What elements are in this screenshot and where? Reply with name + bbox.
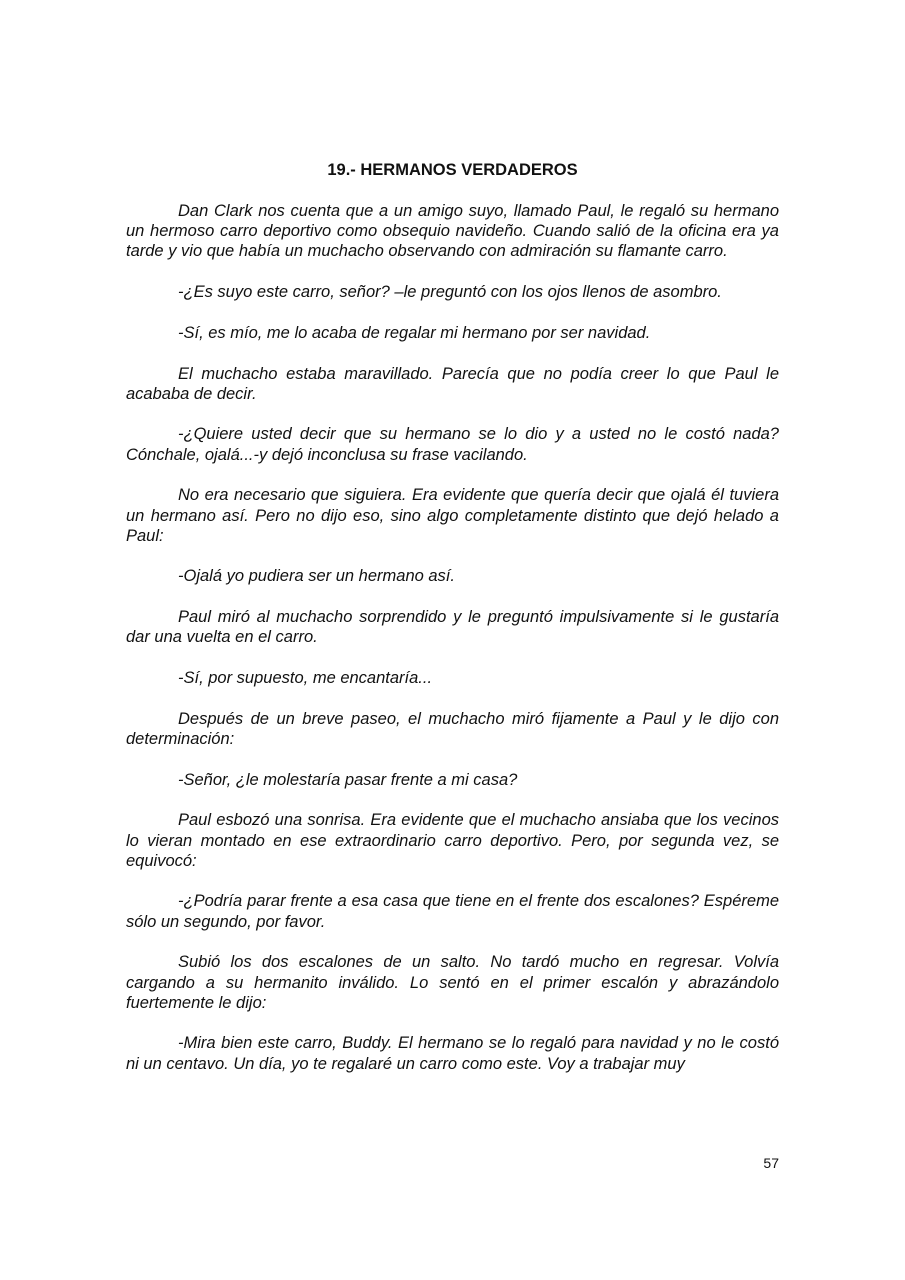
paragraph-14: Subió los dos escalones de un salto. No tardó mucho en regresar. Volvía cargando a su hermanito inválido. Lo sentó en el primer escalón y abrazándolo fuertemente le dijo:	[126, 953, 779, 1012]
paragraph-2: -¿Es suyo este carro, señor? –le preguntó con los ojos llenos de asombro.	[178, 283, 722, 302]
paragraph-8: Paul miró al muchacho sorprendido y le preguntó impulsivamente si le gustaría dar una vuelta en el carro.	[126, 608, 779, 647]
paragraph-4: El muchacho estaba maravillado. Parecía que no podía creer lo que Paul le acababa de decir.	[126, 364, 779, 403]
paragraph-7: -Ojalá yo pudiera ser un hermano así.	[178, 567, 455, 586]
chapter-title: 19.- HERMANOS VERDADEROS	[327, 161, 578, 179]
document-body	[126, 160, 779, 1094]
paragraph-11: -Señor, ¿le molestaría pasar frente a mi casa?	[178, 770, 518, 789]
paragraph-6: No era necesario que siguiera. Era evidente que quería decir que ojalá él tuviera un hermano así. Pero no dijo eso, sino algo completamente distinto que dejó helado a Paul:	[126, 486, 779, 545]
paragraph-1: Dan Clark nos cuenta que a un amigo suyo, llamado Paul, le regaló su hermano un hermoso carro deportivo como obsequio navideño. Cuando salió de la oficina era ya tarde y vio que había un muchacho observando con admiración su flamante carro.	[126, 202, 779, 261]
paragraph-3: -Sí, es mío, me lo acaba de regalar mi hermano por ser navidad.	[178, 323, 651, 342]
paragraph-12: Paul esbozó una sonrisa. Era evidente que el muchacho ansiaba que los vecinos lo vieran montado en ese extraordinario carro deportivo. Pero, por segunda vez, se equivocó:	[126, 811, 779, 870]
paragraph-5: -¿Quiere usted decir que su hermano se lo dio y a usted no le costó nada? Cónchale, ojalá...-y dejó inconclusa su frase vacilando.	[126, 425, 779, 464]
paragraph-13: -¿Podría parar frente a esa casa que tiene en el frente dos escalones? Espéreme sólo un segundo, por favor.	[126, 892, 779, 931]
page-number: 57	[763, 1155, 779, 1171]
paragraph-9: -Sí, por supuesto, me encantaría...	[178, 669, 433, 688]
paragraph-10: Después de un breve paseo, el muchacho miró fijamente a Paul y le dijo con determinación:	[126, 709, 779, 748]
paragraph-15: -Mira bien este carro, Buddy. El hermano se lo regaló para navidad y no le costó ni un centavo. Un día, yo te regalaré un carro como este. Voy a trabajar muy	[126, 1034, 779, 1073]
